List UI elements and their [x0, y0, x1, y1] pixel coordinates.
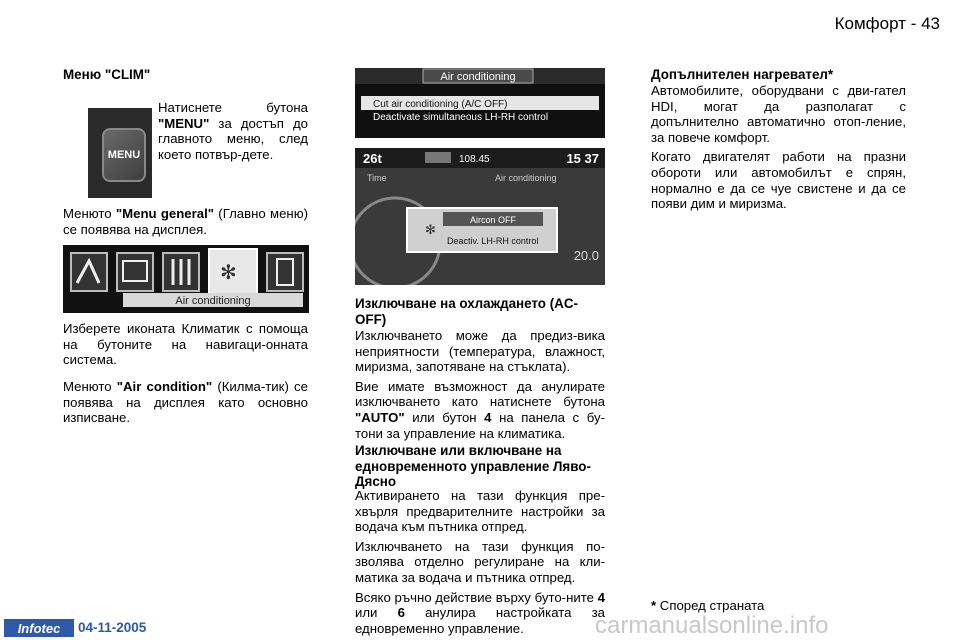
menu-button-graphic: MENU [102, 128, 146, 182]
section-body-ac-off [355, 328, 605, 441]
lr-paragraph-2: Изключването на тази функция по-зволява отделно регулиране на кли-матика за водача и пътника отпред. [355, 538, 605, 585]
step1-text-tail: за достъп до главното меню, след което потвър-дете. [158, 115, 308, 162]
screen3-tab-aircon: Air conditioning [495, 173, 557, 183]
screen3-frequency: 108.45 [459, 154, 490, 165]
infotec-logo: Infotec [4, 619, 74, 637]
step-air-condition-menu [63, 379, 308, 426]
lr-p3-text-tail: анулира настройката за едновременно управление. [355, 605, 606, 636]
ac-paragraph-1: Изключването може да предиз-вика неприятности (температура, влажност, миризма, запотяване на стъклата). [355, 328, 605, 375]
footer-date: 04-11-2005 [78, 620, 147, 635]
lr-p3-button-6: 6 [397, 605, 405, 621]
screen2-title: Air conditioning [440, 71, 516, 83]
screen3-temperature: 26t [363, 151, 382, 166]
step2-text: Менюто [63, 206, 116, 221]
ac-p2-keyword: "AUTO" [355, 409, 405, 425]
menu-button-photo [88, 108, 152, 198]
screen3-clock: 15 37 [566, 151, 599, 166]
ac-p2-text-mid: или бутон [404, 409, 485, 425]
main-menu-icons [63, 245, 309, 313]
heater-paragraph-1: Автомобилите, оборудвани с дви-гател HDI, могат да разполагат с допълнително автоматично отоп-ление, за повече комфорт. [651, 83, 906, 145]
step4-text-tail: (Килма-тик) се появява на дисплея като основно изписване. [63, 379, 308, 426]
footnote-text: Според страната [656, 598, 765, 613]
footnote-star: * [651, 598, 657, 613]
svg-text:✻: ✻ [425, 222, 436, 237]
section-title-heater: Допълнителен нагревател* [651, 67, 834, 82]
screen1-label: Air conditioning [175, 295, 251, 307]
section-title-lh-rh: Изключване или включване на едновременното управление Ляво-Дясно [355, 443, 591, 490]
screen3-option-lhrh: Deactiv. LH-RH control [447, 236, 539, 246]
section-body-lh-rh [355, 488, 605, 636]
lr-p3-button-4: 4 [597, 589, 605, 605]
step1-text: Натиснете бутона [158, 100, 308, 115]
svg-text:✻: ✻ [220, 262, 237, 284]
ac-paragraph-2 [355, 379, 605, 441]
screen3-tab-time: Time [367, 173, 387, 183]
step4-keyword: "Air condition" [116, 379, 213, 394]
page-title: Комфорт - 43 [834, 14, 940, 33]
step-press-menu [158, 100, 308, 162]
heater-paragraph-2: Когато двигателят работи на празни обороти или автомобилът е спрян, нормално е да се чуе свистене и да се появи дим и миризма. [651, 149, 906, 212]
step-menu-general [63, 206, 308, 237]
lr-p3-text-mid: или [355, 605, 398, 621]
lr-p3-text: Всяко ръчно действие върху буто-ните [355, 589, 598, 605]
step2-keyword: "Menu general" [115, 206, 215, 221]
step1-keyword: "MENU" [158, 115, 210, 131]
screen2-option-ac-off: Cut air conditioning (A/C OFF) [373, 99, 508, 110]
section-title-clim: Меню "CLIM" [63, 67, 151, 82]
section-body-heater [651, 83, 906, 212]
screen2-option-lhrh: Deactivate simultaneous LH-RH control [373, 112, 549, 123]
lr-paragraph-1: Активирането на тази функция пре-хвърля предварителните настройки за водача към пътника отпред. [355, 488, 605, 535]
section-title-ac-off: Изключване на охлаждането (AC-OFF) [355, 296, 578, 327]
display-main-menu-screenshot [63, 245, 309, 313]
lr-paragraph-3 [355, 590, 605, 637]
screen3-option-aircon-off: Aircon OFF [469, 215, 517, 225]
ac-p2-text: Вие имате възможност да анулирате изключването като натиснете бутона [355, 378, 605, 410]
display-aircon-menu-screenshot [355, 68, 605, 138]
screen3-reading: 20.0 [573, 248, 599, 263]
ac-p2-button-number: 4 [484, 409, 492, 425]
step-select-icon: Изберете иконата Климатик с помоща на бутоните на навигаци-онната система. [63, 321, 308, 368]
step4-text: Менюто [63, 379, 117, 394]
watermark: carmanualsonline.info [595, 612, 829, 639]
ac-p2-text-tail: на панела с бу-тони за управление на климатика. [355, 409, 605, 441]
step2-text-tail: (Главно меню) се появява на дисплея. [63, 206, 308, 237]
display-aircon-popup-screenshot [355, 148, 605, 285]
